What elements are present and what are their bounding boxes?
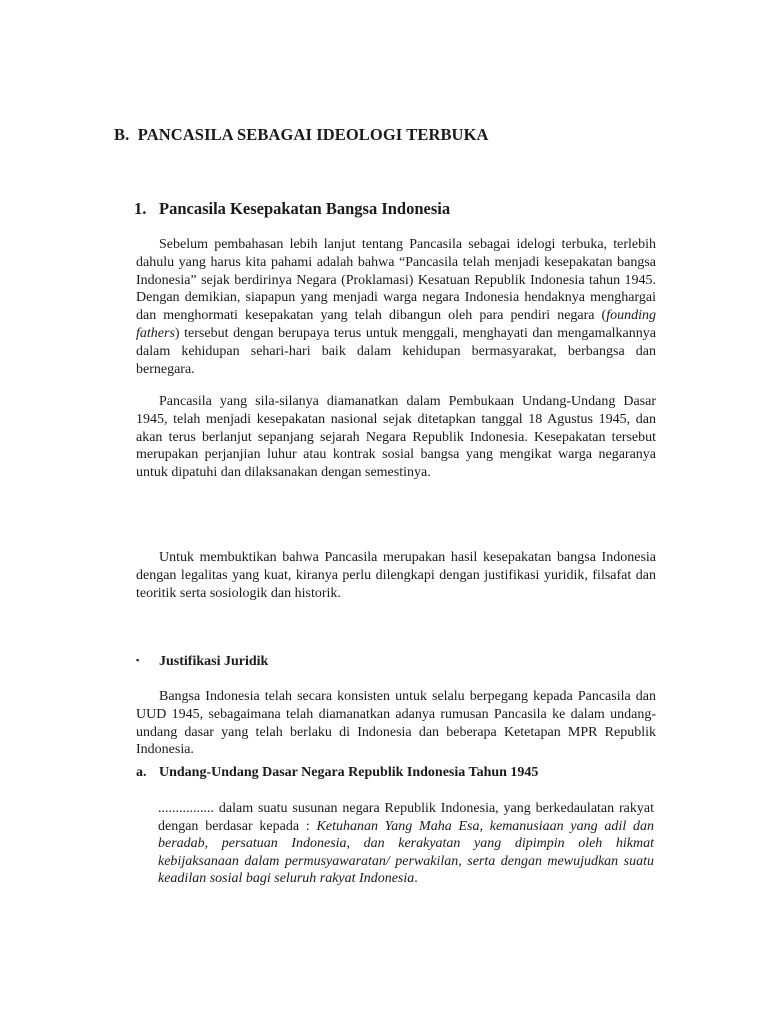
paragraph-text-continued: ) tersebut dengan berupaya terus untuk menggali, menghayati dan mengamalkannya dalam kehidupan sehari-hari baik dalam kehidupan bermasyarakat, berbangsa dan bernegara. (136, 325, 656, 377)
list-heading-title: Undang-Undang Dasar Negara Republik Indonesia Tahun 1945 (159, 765, 539, 780)
subsection-heading-1 (134, 199, 450, 219)
bullet-heading-title: Justifikasi Juridik (159, 654, 269, 669)
bullet-heading-juridik (136, 654, 268, 670)
list-heading-a (136, 765, 538, 781)
subsection-number: 1. (134, 199, 147, 218)
quote-end: . (414, 871, 418, 886)
list-letter: a. (136, 765, 147, 780)
paragraph-kesepakatan (136, 236, 656, 378)
paragraph-pembukaan-uud: Pancasila yang sila-silanya diamanatkan dalam Pembukaan Undang-Undang Dasar 1945, telah menjadi kesepakatan nasional sejak ditetapkan tanggal 18 Agustus 1945, dan akan terus berlanjut sepanjang sejarah Negara Republik Indonesia. Kesepakatan tersebut merupakan perjanjian luhur atau kontrak sosial bangsa yang mengikat warga negaranya untuk dipatuhi dan dilaksanakan dengan semestinya. (136, 394, 656, 481)
italic-term: founding fathers (136, 308, 656, 341)
subsection-title: Pancasila Kesepakatan Bangsa Indonesia (159, 199, 451, 218)
section-heading-b: B. PANCASILA SEBAGAI IDEOLOGI TERBUKA (114, 125, 489, 144)
uud-quote (158, 800, 654, 888)
paragraph-justifikasi-intro: Untuk membuktikan bahwa Pancasila merupakan hasil kesepakatan bangsa Indonesia dengan legalitas yang kuat, kiranya perlu dilengkapi dengan justifikasi yuridik, filsafat dan teoritik serta sosiologik dan historik. (136, 550, 656, 601)
paragraph-juridik: Bangsa Indonesia telah secara konsisten untuk selalu berpegang kepada Pancasila dan UUD 1945, sebagaimana telah diamanatkan adanya rumusan Pancasila ke dalam undang-undang dasar yang telah berlaku di Indonesia dan beberapa Ketetapan MPR Republik Indonesia. (136, 689, 656, 758)
quote-italic-text: Ketuhanan Yang Maha Esa, kemanusiaan yang adil dan beradab, persatuan Indonesia, dan kerakyatan yang dipimpin oleh hikmat kebijaksanaan dalam permusyawaratan/ perwakilan, serta dengan mewujudkan suatu keadilan sosial bagi seluruh rakyat Indonesia (158, 818, 654, 886)
quote-plain-text: ................ dalam suatu susunan negara Republik Indonesia, yang berkedaulatan rakyat dengan berdasar kepada : (158, 801, 654, 834)
paragraph-text: Sebelum pembahasan lebih lanjut tentang Pancasila sebagai idelogi terbuka, terlebih dahulu yang harus kita pahami adalah bahwa “Pancasila telah menjadi kesepakatan bangsa Indonesia” sejak berdirinya Negara (Proklamasi) Kesatuan Republik Indonesia tahun 1945. Dengan demikian, siapapun yang menjadi warga negara Indonesia hendaknya menghargai dan menghormati kesepakatan yang telah dibangun oleh para pendiri negara ( (136, 237, 656, 324)
square-bullet-icon: ▪ (136, 655, 140, 665)
